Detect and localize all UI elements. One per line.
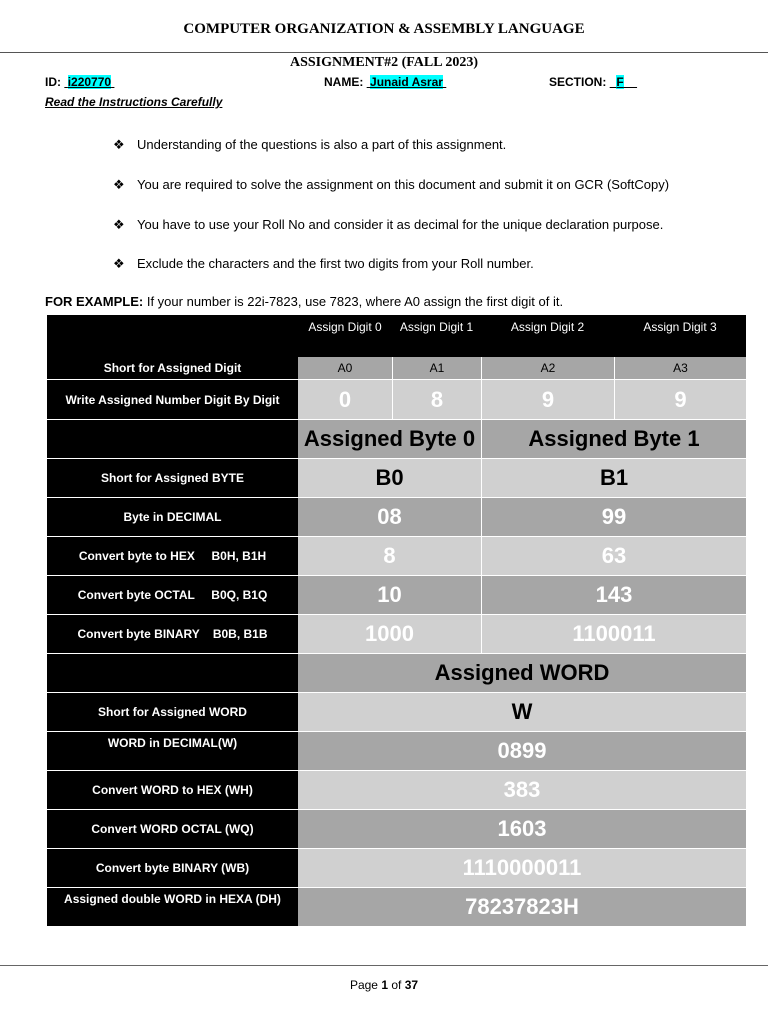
instruction-text: You have to use your Roll No and consider it as decimal for the unique declaration purpose.	[137, 217, 664, 232]
table-row	[47, 315, 746, 357]
table-row	[47, 693, 746, 732]
short-byte-b0: B0	[298, 459, 481, 498]
course-title: COMPUTER ORGANIZATION & ASSEMBLY LANGUAGE	[183, 21, 585, 37]
page-word: Page	[349, 978, 378, 992]
byte-octal-0: 10	[298, 576, 481, 615]
table-row	[47, 459, 746, 498]
instruction-text: You are required to solve the assignment on this document and submit it on GCR (SoftCopy)	[137, 177, 670, 192]
word-decimal: 0899	[298, 732, 746, 771]
byte-header-1: Assigned Byte 1	[481, 420, 746, 459]
dword-hex: 78237823H	[298, 888, 746, 926]
instruction-item	[113, 177, 669, 193]
short-digit-a1: A1	[392, 357, 481, 380]
table-row	[47, 771, 746, 810]
instruction-item	[113, 137, 506, 153]
table-row	[47, 420, 746, 459]
example-line	[45, 294, 563, 309]
short-digit-a2: A2	[481, 357, 614, 380]
row-label: Byte in DECIMAL	[47, 498, 298, 537]
example-label: FOR EXAMPLE:	[45, 294, 144, 309]
row-label-blank	[47, 654, 298, 693]
header-divider	[0, 52, 768, 53]
of-word: of	[391, 978, 402, 992]
byte-hex-1: 63	[481, 537, 746, 576]
table-row	[47, 537, 746, 576]
header-blank-cell	[47, 315, 298, 357]
row-label: WORD in DECIMAL(W)	[47, 732, 298, 771]
row-label: Convert WORD to HEX (WH)	[47, 771, 298, 810]
table-row	[47, 576, 746, 615]
row-label: Write Assigned Number Digit By Digit	[47, 380, 298, 420]
digit-value: 9	[481, 380, 614, 420]
word-octal: 1603	[298, 810, 746, 849]
section-value: F	[616, 75, 624, 89]
byte-hex-0: 8	[298, 537, 481, 576]
word-binary: 1110000011	[298, 849, 746, 888]
student-name	[324, 75, 446, 89]
current-page: 1	[381, 978, 388, 992]
instruction-text: Exclude the characters and the first two digits from your Roll number.	[137, 256, 534, 271]
student-id	[45, 75, 114, 89]
header-digit-3: Assign Digit 3	[614, 315, 746, 357]
instruction-item	[113, 217, 663, 233]
total-pages: 37	[404, 978, 419, 992]
id-value: i220770	[67, 75, 112, 89]
example-text: If your number is 22i-7823, use 7823, where A0 assign the first digit of it.	[143, 294, 564, 309]
diamond-bullet-icon: ❖	[113, 137, 125, 152]
row-label: Short for Assigned BYTE	[47, 459, 298, 498]
row-label: Convert byte OCTAL B0Q, B1Q	[47, 576, 298, 615]
row-label: Assigned double WORD in HEXA (DH)	[47, 888, 298, 926]
instructions-heading: Read the Instructions Carefully	[45, 95, 223, 109]
diamond-bullet-icon: ❖	[113, 256, 125, 271]
instruction-item	[113, 256, 534, 272]
row-label-blank	[47, 420, 298, 459]
assignment-title: ASSIGNMENT#2 (FALL 2023)	[290, 55, 478, 70]
short-digit-a3: A3	[614, 357, 746, 380]
row-label: Convert byte BINARY (WB)	[47, 849, 298, 888]
short-byte-b1: B1	[481, 459, 746, 498]
table-row	[47, 380, 746, 420]
header-digit-1: Assign Digit 1	[392, 315, 481, 357]
byte-binary-0: 1000	[298, 615, 481, 654]
short-word: W	[298, 693, 746, 732]
student-section	[549, 75, 637, 89]
page-footer	[0, 978, 768, 992]
footer-divider	[0, 965, 768, 966]
table-row	[47, 357, 746, 380]
header-digit-2: Assign Digit 2	[481, 315, 614, 357]
table-row	[47, 888, 746, 926]
table-row	[47, 810, 746, 849]
header-digit-0: Assign Digit 0	[298, 315, 392, 357]
diamond-bullet-icon: ❖	[113, 177, 125, 192]
name-value: Junaid Asrar	[370, 75, 443, 89]
byte-binary-1: 1100011	[481, 615, 746, 654]
byte-header-0: Assigned Byte 0	[298, 420, 481, 459]
digit-value: 8	[392, 380, 481, 420]
section-label: SECTION:	[549, 75, 607, 89]
byte-decimal-1: 99	[481, 498, 746, 537]
word-hex: 383	[298, 771, 746, 810]
table-row	[47, 654, 746, 693]
byte-decimal-0: 08	[298, 498, 481, 537]
row-label: Convert byte BINARY B0B, B1B	[47, 615, 298, 654]
name-label: NAME:	[324, 75, 364, 89]
byte-octal-1: 143	[481, 576, 746, 615]
row-label: Short for Assigned Digit	[47, 357, 298, 380]
row-label: Short for Assigned WORD	[47, 693, 298, 732]
row-label: Convert WORD OCTAL (WQ)	[47, 810, 298, 849]
table-row	[47, 732, 746, 771]
row-label: Convert byte to HEX B0H, B1H	[47, 537, 298, 576]
digit-value: 0	[298, 380, 392, 420]
instruction-text: Understanding of the questions is also a part of this assignment.	[137, 137, 507, 152]
short-digit-a0: A0	[298, 357, 392, 380]
word-header: Assigned WORD	[298, 654, 746, 693]
table-row	[47, 615, 746, 654]
diamond-bullet-icon: ❖	[113, 217, 125, 232]
table-row	[47, 849, 746, 888]
digit-value: 9	[614, 380, 746, 420]
table-row	[47, 498, 746, 537]
id-label: ID:	[45, 75, 61, 89]
